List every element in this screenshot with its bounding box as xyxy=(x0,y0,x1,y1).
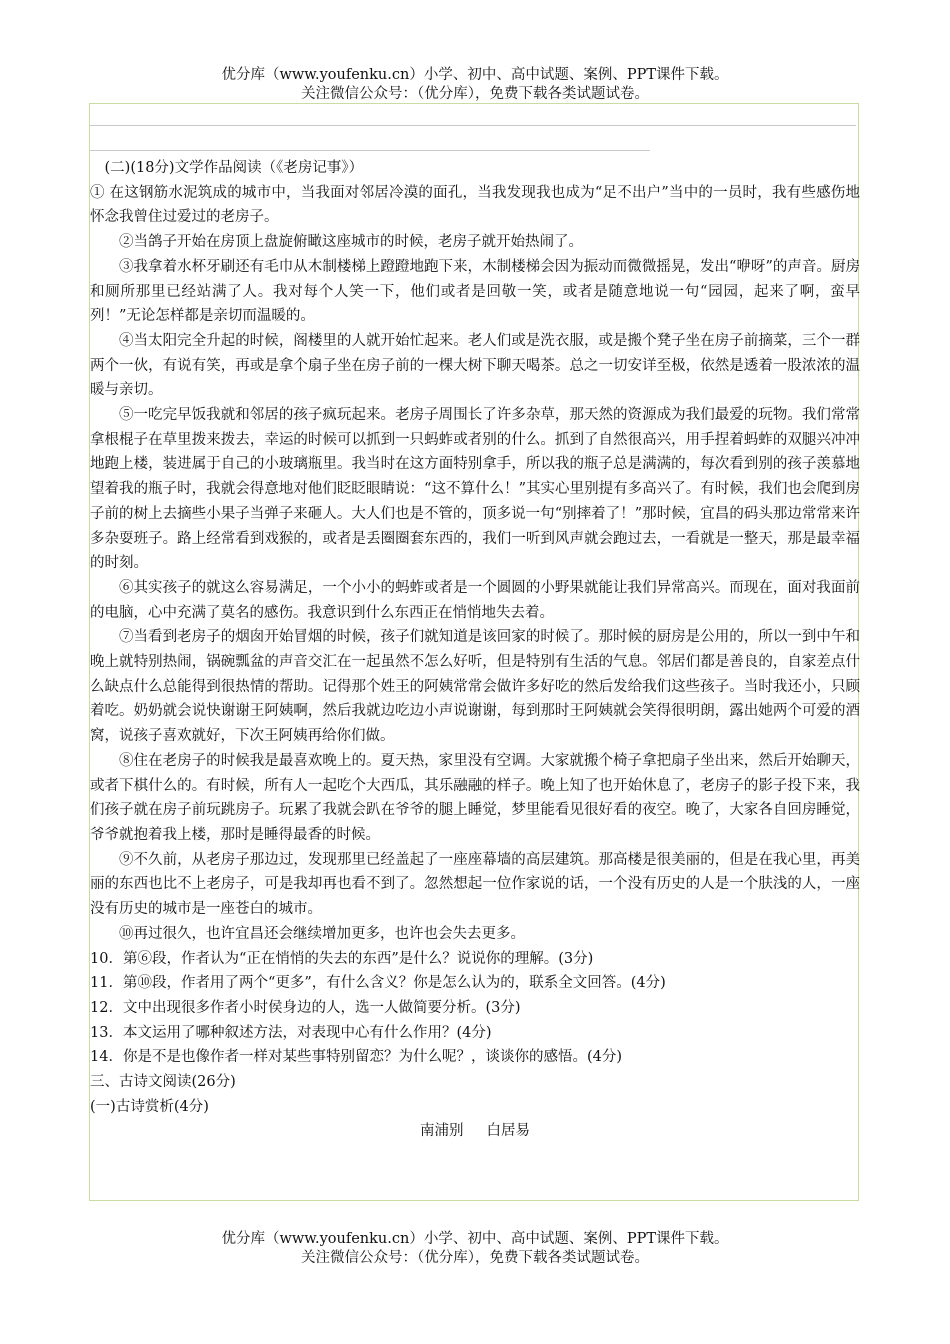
page-footer xyxy=(0,1230,950,1268)
paragraph-6: ⑥其实孩子的就这么容易满足，一个小小的蚂蚱或者是一个圆圆的小野果就能让我们异常高兴。而现在，面对我面前的电脑，心中充满了莫名的感伤。我意识到什么东西正在悄悄地失去着。 xyxy=(90,579,860,621)
paragraph-7: ⑦当看到老房子的烟囱开始冒烟的时候，孩子们就知道是该回家的时候了。那时候的厨房是公用的，所以一到中午和晚上就特别热闹，锅碗瓢盆的声音交汇在一起虽然不怎么好听，但是特别有生活的气息。邻居们都是善良的，自家差点什么缺点什么总能得到很热情的帮助。记得那个姓王的阿姨常常会做许多好吃的然后发给我们这些孩子。当时我还小，只顾着吃。奶奶就会说快谢谢王阿姨啊，然后我就边吃边小声说谢谢，每到那时王阿姨就会笑得很明朗，露出她两个可爱的酒窝，说孩子喜欢就好，下次王阿姨再给你们做。 xyxy=(90,629,860,745)
question-14: 14．你是不是也像作者一样对某些事特别留恋？为什么呢？，谈谈你的感悟。(4分) xyxy=(90,1049,622,1066)
section-title: (二)(18分)文学作品阅读（《老房记事》） xyxy=(104,160,364,176)
divider-rule xyxy=(90,125,856,126)
paragraph-4: ④当太阳完全升起的时候，阁楼里的人就开始忙起来。老人们或是洗衣服，或是搬个凳子坐在房子前摘菜，三个一群两个一伙，有说有笑，再或是拿个扇子坐在房子前的一棵大树下聊天喝茶。总之一切安详至极，依然是透着一股浓浓的温暖与亲切。 xyxy=(90,332,860,399)
footer-line-1: 优分库（www.youfenku.cn）小学、初中、高中试题、案例、PPT课件下载。 xyxy=(221,1231,729,1247)
divider-rule-short xyxy=(90,150,650,151)
part3-subtitle: (一)古诗赏析(4分) xyxy=(90,1098,209,1115)
header-line-1: 优分库（www.youfenku.cn）小学、初中、高中试题、案例、PPT课件下载。 xyxy=(221,67,729,83)
page-header xyxy=(0,66,950,104)
paragraph-3: ③我拿着水杯牙刷还有毛巾从木制楼梯上蹬蹬地跑下来，木制楼梯会因为振动而微微摇晃，发出“咿呀”的声音。厨房和厕所那里已经站满了人。我对每个人笑一下，他们或者是回敬一笑，或者是随意地说一句“园园，起来了啊，蛮早列！”无论怎样都是亲切而温暖的。 xyxy=(90,258,860,325)
paragraph-5: ⑤一吃完早饭我就和邻居的孩子疯玩起来。老房子周围长了许多杂草，那天然的资源成为我们最爱的玩物。我们常常拿根棍子在草里拨来拨去，幸运的时候可以抓到一只蚂蚱或者别的什么。抓到了自然很高兴，用手捏着蚂蚱的双腿兴冲冲地跑上楼，装进属于自己的小玻璃瓶里。我当时在这方面特别拿手，所以我的瓶子总是满满的，每次看到别的孩子羡慕地望着我的瓶子时，我就会得意地对他们眨眨眼睛说：“这不算什么！”其实心里别提有多高兴了。有时候，我们也会爬到房子前的树上去摘些小果子当弹子来砸人。大人们也是不管的，顶多说一句“别摔着了！”那时候，宜昌的码头那边常常来许多杂耍班子。路上经常看到戏猴的，或者是丢圈圈套东西的，我们一听到风声就会跑过去，一看就是一整天，那是最幸福的时刻。 xyxy=(90,407,860,572)
header-line-2: 关注微信公众号：（优分库），免费下载各类试题试卷。 xyxy=(301,86,649,102)
question-10: 10．第⑥段，作者认为“正在悄悄的失去的东西”是什么？说说你的理解。(3分) xyxy=(90,950,594,967)
question-12: 12．文中出现很多作者小时侯身边的人，选一人做简要分析。(3分) xyxy=(90,999,521,1016)
poem-author: 白居易 xyxy=(486,1123,531,1140)
paragraph-10: ⑩再过很久，也许宜昌还会继续增加更多，也许也会失去更多。 xyxy=(119,925,525,942)
footer-line-2: 关注微信公众号：（优分库），免费下载各类试题试卷。 xyxy=(301,1250,649,1266)
poem-heading xyxy=(90,1119,860,1144)
paragraph-2: ②当鸽子开始在房顶上盘旋俯瞰这座城市的时候，老房子就开始热闹了。 xyxy=(119,234,583,251)
question-13: 13．本文运用了哪种叙述方法，对表现中心有什么作用？(4分) xyxy=(90,1024,492,1041)
part3-title: 三、古诗文阅读(26分) xyxy=(90,1074,236,1091)
question-11: 11．第⑩段，作者用了两个“更多”，有什么含义？你是怎么认为的，联系全文回答。(4分) xyxy=(90,975,666,992)
paragraph-9: ⑨不久前，从老房子那边过，发现那里已经盖起了一座座幕墙的高层建筑。那高楼是很美丽的，但是在我心里，再美丽的东西也比不上老房子，可是我却再也看不到了。忽然想起一位作家说的话，一个没有历史的人是一个肤浅的人，一座没有历史的城市是一座苍白的城市。 xyxy=(90,851,860,918)
paragraph-1: ① 在这钢筋水泥筑成的城市中，当我面对邻居冷漠的面孔，当我发现我也成为“足不出户”当中的一员时，我有些感伤地怀念我曾住过爱过的老房子。 xyxy=(90,184,860,226)
poem-title: 南浦别 xyxy=(419,1123,464,1140)
paragraph-8: ⑧住在老房子的时候我是最喜欢晚上的。夏天热，家里没有空调。大家就搬个椅子拿把扇子坐出来，然后开始聊天，或者下棋什么的。有时候，所有人一起吃个大西瓜，其乐融融的样子。晚上知了也开始休息了，老房子的影子投下来，我们孩子就在房子前玩跳房子。玩累了我就会趴在爷爷的腿上睡觉，梦里能看见很好看的夜空。晚了，大家各自回房睡觉，爷爷就抱着我上楼，那时是睡得最香的时候。 xyxy=(90,752,860,843)
document-body xyxy=(90,156,860,1144)
